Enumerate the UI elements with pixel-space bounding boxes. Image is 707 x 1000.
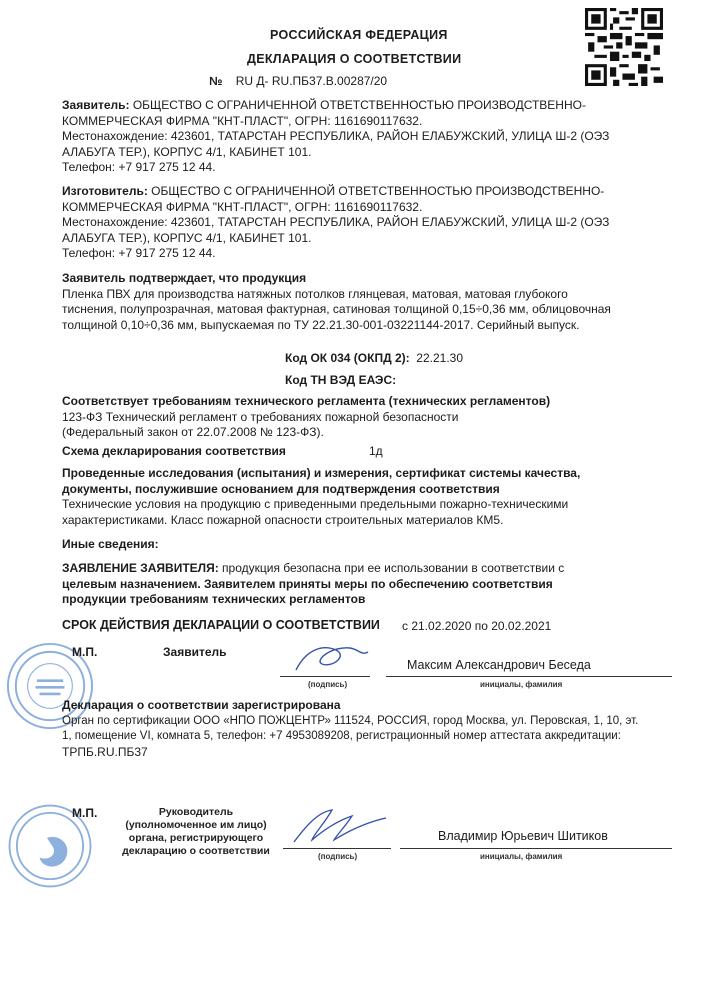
qr-code xyxy=(585,8,663,86)
research-line: Технические условия на продукцию с приведенными предельными пожарно-техническими xyxy=(62,497,569,511)
manufacturer-address-line: АЛАБУГА ТЕР.), КОРПУС 4/1, КАБИНЕТ 101. xyxy=(62,230,312,245)
scheme-value: 1д xyxy=(369,444,383,458)
applicant-name-line xyxy=(386,676,672,677)
applicant-signature xyxy=(292,640,372,674)
body-role-line: Руководитель xyxy=(158,806,234,818)
product-line: Пленка ПВХ для производства натяжных потолков глянцевая, матовая, матовая глубокого xyxy=(62,286,568,301)
registration-section xyxy=(62,698,638,760)
applicant-signature-caption: (подпись) xyxy=(308,680,348,689)
applicant-signer-name: Максим Александрович Беседа xyxy=(407,658,591,672)
validity-label: СРОК ДЕЙСТВИЯ ДЕКЛАРАЦИИ О СООТВЕТСТВИИ xyxy=(62,618,380,632)
body-signer-name: Владимир Юрьевич Шитиков xyxy=(438,829,608,843)
research-section xyxy=(62,466,580,528)
country-title xyxy=(270,28,448,42)
registration-line: ТРПБ.RU.ПБ37 xyxy=(62,744,148,759)
body-mp-label: М.П. xyxy=(72,806,98,820)
manufacturer-address-line: Местонахождение: 423601, ТАТАРСТАН РЕСПУБЛИКА, РАЙОН ЕЛАБУЖСКИЙ, УЛИЦА Ш-2 (ОЭЗ xyxy=(62,215,610,229)
manufacturer-name-line: ОБЩЕСТВО С ОГРАНИЧЕННОЙ ОТВЕТСТВЕННОСТЬЮ ПРОИЗВОДСТВЕННО- xyxy=(147,184,605,198)
country-text: РОССИЙСКАЯ ФЕДЕРАЦИЯ xyxy=(270,28,448,42)
body-signature-line xyxy=(283,848,391,849)
body-signature xyxy=(290,806,390,846)
validity-value: с 21.02.2020 по 20.02.2021 xyxy=(402,619,552,633)
research-heading: Проведенные исследования (испытания) и измерения, сертификат системы качества, xyxy=(62,466,581,480)
statement-line: целевым назначением. Заявителем приняты меры по обеспечению соответствия xyxy=(62,576,553,591)
registration-line: Орган по сертификации ООО «НПО ПОЖЦЕНТР» 111524, РОССИЯ, город Москва, ул. Перовская, 1, 10, эт. xyxy=(62,714,639,727)
body-role xyxy=(120,806,272,858)
statement-line: продукции требованиям технических регламентов xyxy=(62,592,366,606)
applicant-name-line: КОММЕРЧЕСКАЯ ФИРМА "КНТ-ПЛАСТ", ОГРН: 1161690117632. xyxy=(62,113,423,128)
applicant-section xyxy=(62,98,609,176)
applicant-name-caption: инициалы, фамилия xyxy=(480,680,563,689)
research-line: характеристиками. Класс пожарной опасности строительных материалов КМ5. xyxy=(62,512,504,527)
product-line: тиснения, полупрозрачная, матовая фактурная, сатиновая толщиной 0,15÷0,36 мм, облицовочная xyxy=(62,302,611,316)
doc-title xyxy=(247,52,461,66)
body-role-line: декларацию о соответствии xyxy=(122,845,270,857)
manufacturer-label: Изготовитель: xyxy=(62,184,148,198)
applicant-address-line: Местонахождение: 423601, ТАТАРСТАН РЕСПУБЛИКА, РАЙОН ЕЛАБУЖСКИЙ, УЛИЦА Ш-2 (ОЭЗ xyxy=(62,129,610,143)
applicant-name-line: ОБЩЕСТВО С ОГРАНИЧЕННОЙ ОТВЕТСТВЕННОСТЬЮ ПРОИЗВОДСТВЕННО- xyxy=(129,98,586,112)
product-line: толщиной 0,10÷0,36 мм, выпускаемая по ТУ 22.21.30-001-03221144-2017. Серийный выпуск. xyxy=(62,317,580,332)
regulation-section xyxy=(62,394,550,441)
tnved-label: Код ТН ВЭД ЕАЭС: xyxy=(285,373,397,387)
statement-line: продукция безопасна при ее использовании в соответствии с xyxy=(218,561,565,575)
regulation-line: 123-ФЗ Технический регламент о требованиях пожарной безопасности xyxy=(62,409,459,424)
registration-line: 1, помещение VI, комната 5, телефон: +7 4953089208, регистрационный номер аттестата аккредитации: xyxy=(62,730,621,742)
body-name-caption: инициалы, фамилия xyxy=(480,852,563,861)
research-heading: документы, послужившие основанием для подтверждения соответствия xyxy=(62,481,500,496)
doc-title-text: ДЕКЛАРАЦИЯ О СООТВЕТСТВИИ xyxy=(247,52,462,66)
product-heading: Заявитель подтверждает, что продукция xyxy=(62,271,307,285)
regulation-heading: Соответствует требованиям технического регламента (технических регламентов) xyxy=(62,394,551,408)
registration-heading: Декларация о соответствии зарегистрирована xyxy=(62,698,341,712)
number-label: № xyxy=(209,74,223,88)
applicant-label: Заявитель: xyxy=(62,98,130,112)
okpd-label: Код ОК 034 (ОКПД 2): xyxy=(285,351,410,365)
statement-section xyxy=(62,561,564,608)
regulation-line: (Федеральный закон от 22.07.2008 № 123-ФЗ). xyxy=(62,425,324,439)
product-section xyxy=(62,271,611,333)
applicant-mp-label: М.П. xyxy=(72,645,98,659)
number-value: RU Д- RU.ПБ37.В.00287/20 xyxy=(235,74,388,88)
scheme-label: Схема декларирования соответствия xyxy=(62,444,286,458)
manufacturer-section xyxy=(62,184,609,262)
applicant-phone: Телефон: +7 917 275 12 44. xyxy=(62,160,216,174)
body-signature-caption: (подпись) xyxy=(318,852,358,861)
applicant-address-line: АЛАБУГА ТЕР.), КОРПУС 4/1, КАБИНЕТ 101. xyxy=(62,144,312,159)
okpd-code xyxy=(285,351,463,367)
manufacturer-name-line: КОММЕРЧЕСКАЯ ФИРМА "КНТ-ПЛАСТ", ОГРН: 1161690117632. xyxy=(62,199,423,214)
declaration-number xyxy=(209,74,387,90)
body-role-line: (уполномоченное им лицо) xyxy=(125,819,267,831)
applicant-role: Заявитель xyxy=(163,645,227,659)
applicant-signature-line xyxy=(280,676,370,677)
statement-label: ЗАЯВЛЕНИЕ ЗАЯВИТЕЛЯ: xyxy=(62,561,219,575)
okpd-value: 22.21.30 xyxy=(416,351,464,365)
other-info-label: Иные сведения: xyxy=(62,537,159,551)
manufacturer-phone: Телефон: +7 917 275 12 44. xyxy=(62,246,216,260)
body-name-line xyxy=(400,848,672,849)
body-role-line: органа, регистрирующего xyxy=(128,832,264,844)
